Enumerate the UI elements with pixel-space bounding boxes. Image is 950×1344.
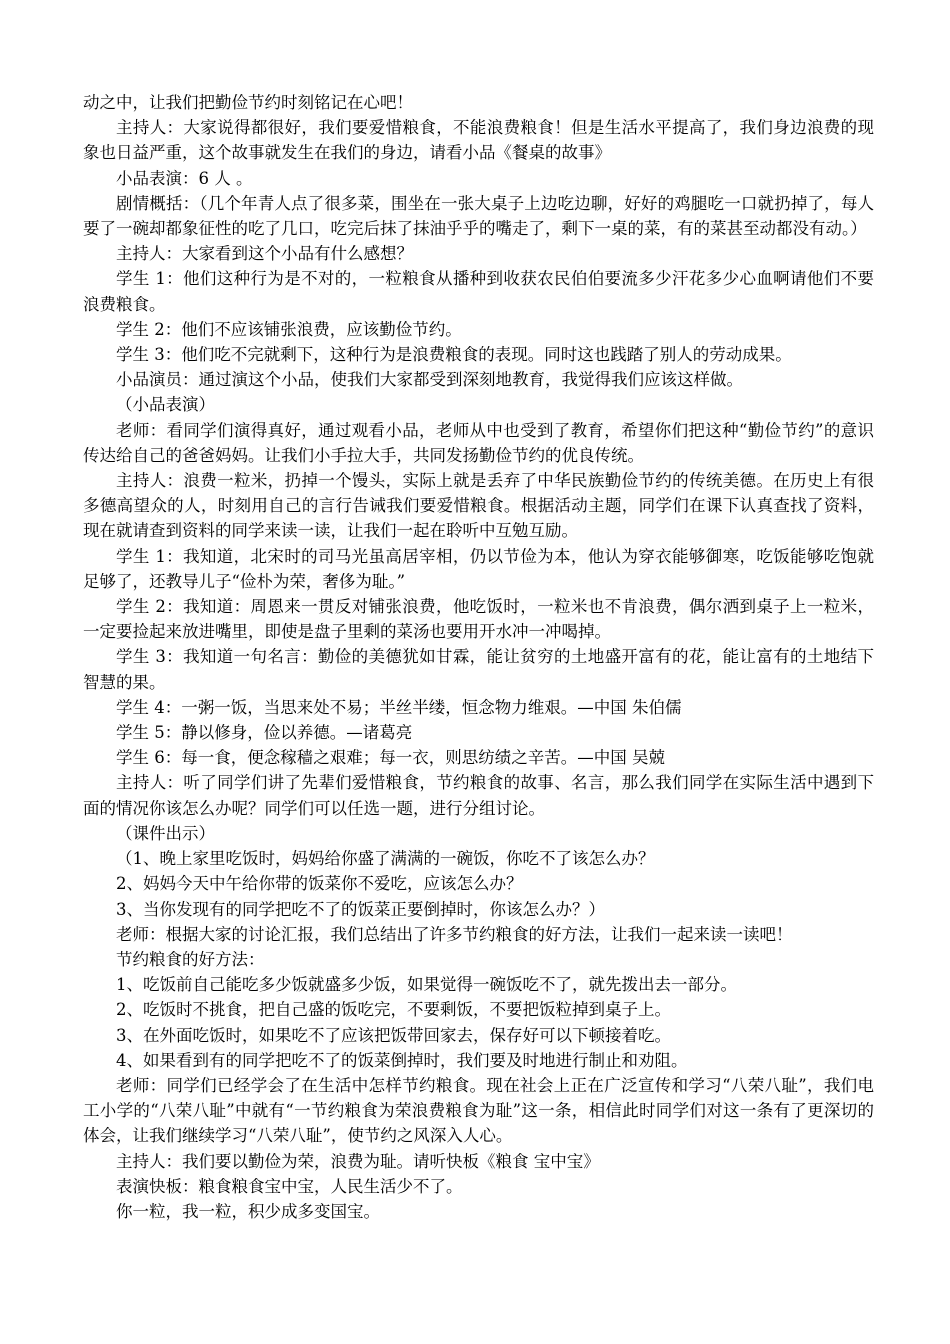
paragraph-teacher-1: 老师：看同学们演得真好，通过观看小品，老师从中也受到了教育，希望你们把这种“勤俭节约”的意识传达给自己的爸爸妈妈。让我们小手拉大手，共同发扬勤俭节约的优良传统。 bbox=[83, 420, 874, 465]
paragraph-kuaiban-2: 你一粒，我一粒，积少成多变国宝。 bbox=[116, 1201, 380, 1221]
paragraph-student-3a: 学生 3：他们吃不完就剩下，这种行为是浪费粮食的表现。同时这也践踏了别人的劳动成果。 bbox=[116, 345, 792, 365]
paragraph-method-4: 4、如果看到有的同学把吃不了的饭菜倒掉时，我们要及时地进行制止和劝阻。 bbox=[116, 1050, 688, 1070]
paragraph-student-2b: 学生 2：我知道：周恩来一贯反对铺张浪费，他吃饭时，一粒米也不肯浪费，偶尔洒到桌子上一粒米，一定要捡起来放进嘴里，即使是盘子里剩的菜汤也要用开水冲一冲喝掉。 bbox=[83, 597, 874, 642]
paragraph-question-3: 3、当你发现有的同学把吃不了的饭菜正要倒掉时，你该怎么办？） bbox=[116, 899, 605, 919]
paragraph-method-1: 1、吃饭前自己能吃多少饭就盛多少饭，如果觉得一碗饭吃不了，就先拨出去一部分。 bbox=[116, 975, 737, 995]
paragraph-continuation: 动之中，让我们把勤俭节约时刻铭记在心吧！ bbox=[83, 93, 413, 112]
paragraph-teacher-3: 老师：同学们已经学会了在生活中怎样节约粮食。现在社会上正在广泛宣传和学习“八荣八耻”，我们电工小学的“八荣八耻”中就有“一节约粮食为荣浪费粮食为耻”这一条，相信此时同学们对这一条有了更深切的体会，让我们继续学习“八荣八耻”，使节约之风深入人心。 bbox=[83, 1075, 874, 1146]
paragraph-student-1a: 学生 1：他们这种行为是不对的，一粒粮食从播种到收获农民伯伯要流多少汗花多少心血啊请他们不要浪费粮食。 bbox=[83, 269, 874, 314]
paragraph-method-2: 2、吃饭时不挑食，把自己盛的饭吃完，不要剩饭，不要把饭粒掉到桌子上。 bbox=[116, 1000, 671, 1020]
paragraph-host-5: 主持人：我们要以勤俭为荣，浪费为耻。请听快板《粮食 宝中宝》 bbox=[116, 1151, 600, 1171]
paragraph-student-6: 学生 6：每一食，便念稼穑之艰难；每一衣，则思纺绩之辛苦。—中国 吴兢 bbox=[116, 748, 665, 768]
paragraph-student-2a: 学生 2：他们不应该铺张浪费，应该勤俭节约。 bbox=[116, 319, 462, 339]
paragraph-question-2: 2、妈妈今天中午给你带的饭菜你不爱吃，应该怎么办？ bbox=[116, 874, 523, 894]
paragraph-method-3: 3、在外面吃饭时，如果吃不了应该把饭带回家去，保存好可以下顿接着吃。 bbox=[116, 1025, 671, 1045]
paragraph-student-4: 学生 4：一粥一饭，当思来处不易；半丝半缕，恒念物力维艰。—中国 朱伯儒 bbox=[116, 697, 682, 717]
paragraph-stage-note: （小品表演） bbox=[116, 395, 215, 415]
paragraph-student-1b: 学生 1：我知道，北宋时的司马光虽高居宰相，仍以节俭为本，他认为穿衣能够御寒，吃饭能够吃饱就足够了，还教导儿子“俭朴为荣，奢侈为耻。” bbox=[83, 546, 874, 591]
paragraph-question-1: （1、晚上家里吃饭时，妈妈给你盛了满满的一碗饭，你吃不了该怎么办？ bbox=[116, 849, 655, 869]
paragraph-student-5: 学生 5：静以修身，俭以养德。—诸葛亮 bbox=[116, 723, 413, 743]
paragraph-host-3: 主持人：浪费一粒米，扔掉一个馒头，实际上就是丢弃了中华民族勤俭节约的传统美德。在历史上有很多德高望众的人，时刻用自己的言行告诫我们要爱惜粮食。根据活动主题，同学们在课下认真查找了资料，现在就请查到资料的同学来读一读，让我们一起在聆听中互勉互励。 bbox=[83, 471, 874, 541]
paragraph-plot-summary: 剧情概括：（几个年青人点了很多菜，围坐在一张大桌子上边吃边聊，好好的鸡腿吃一口就扔掉了，每人要了一碗却都象征性的吃了几口，吃完后抹了抹油乎乎的嘴走了，剩下一桌的菜，有的菜甚至动都没有动。） bbox=[83, 193, 874, 239]
paragraph-host-1: 主持人：大家说得都很好，我们要爱惜粮食，不能浪费粮食！但是生活水平提高了，我们身边浪费的现象也日益严重，这个故事就发生在我们的身边，请看小品《餐桌的故事》 bbox=[83, 118, 874, 163]
paragraph-skit-actor: 小品演员：通过演这个小品，使我们大家都受到深刻地教育，我觉得我们应该这样做。 bbox=[116, 370, 743, 390]
paragraph-methods-heading: 节约粮食的好方法： bbox=[116, 949, 265, 969]
paragraph-skit-cast: 小品表演：6 人 。 bbox=[116, 168, 253, 188]
paragraph-teacher-2: 老师：根据大家的讨论汇报，我们总结出了许多节约粮食的好方法，让我们一起来读一读吧！ bbox=[116, 924, 793, 944]
paragraph-kuaiban-1: 表演快板：粮食粮食宝中宝，人民生活少不了。 bbox=[116, 1176, 463, 1196]
paragraph-student-3b: 学生 3：我知道一句名言：勤俭的美德犹如甘霖，能让贫穷的土地盛开富有的花，能让富有的土地结下智慧的果。 bbox=[83, 647, 874, 692]
paragraph-host-2: 主持人：大家看到这个小品有什么感想？ bbox=[116, 244, 413, 264]
paragraph-courseware-note: （课件出示） bbox=[116, 823, 215, 843]
paragraph-host-4: 主持人：听了同学们讲了先辈们爱惜粮食，节约粮食的故事、名言，那么我们同学在实际生活中遇到下面的情况你该怎么办呢？同学们可以任选一题，进行分组讨论。 bbox=[83, 773, 874, 818]
